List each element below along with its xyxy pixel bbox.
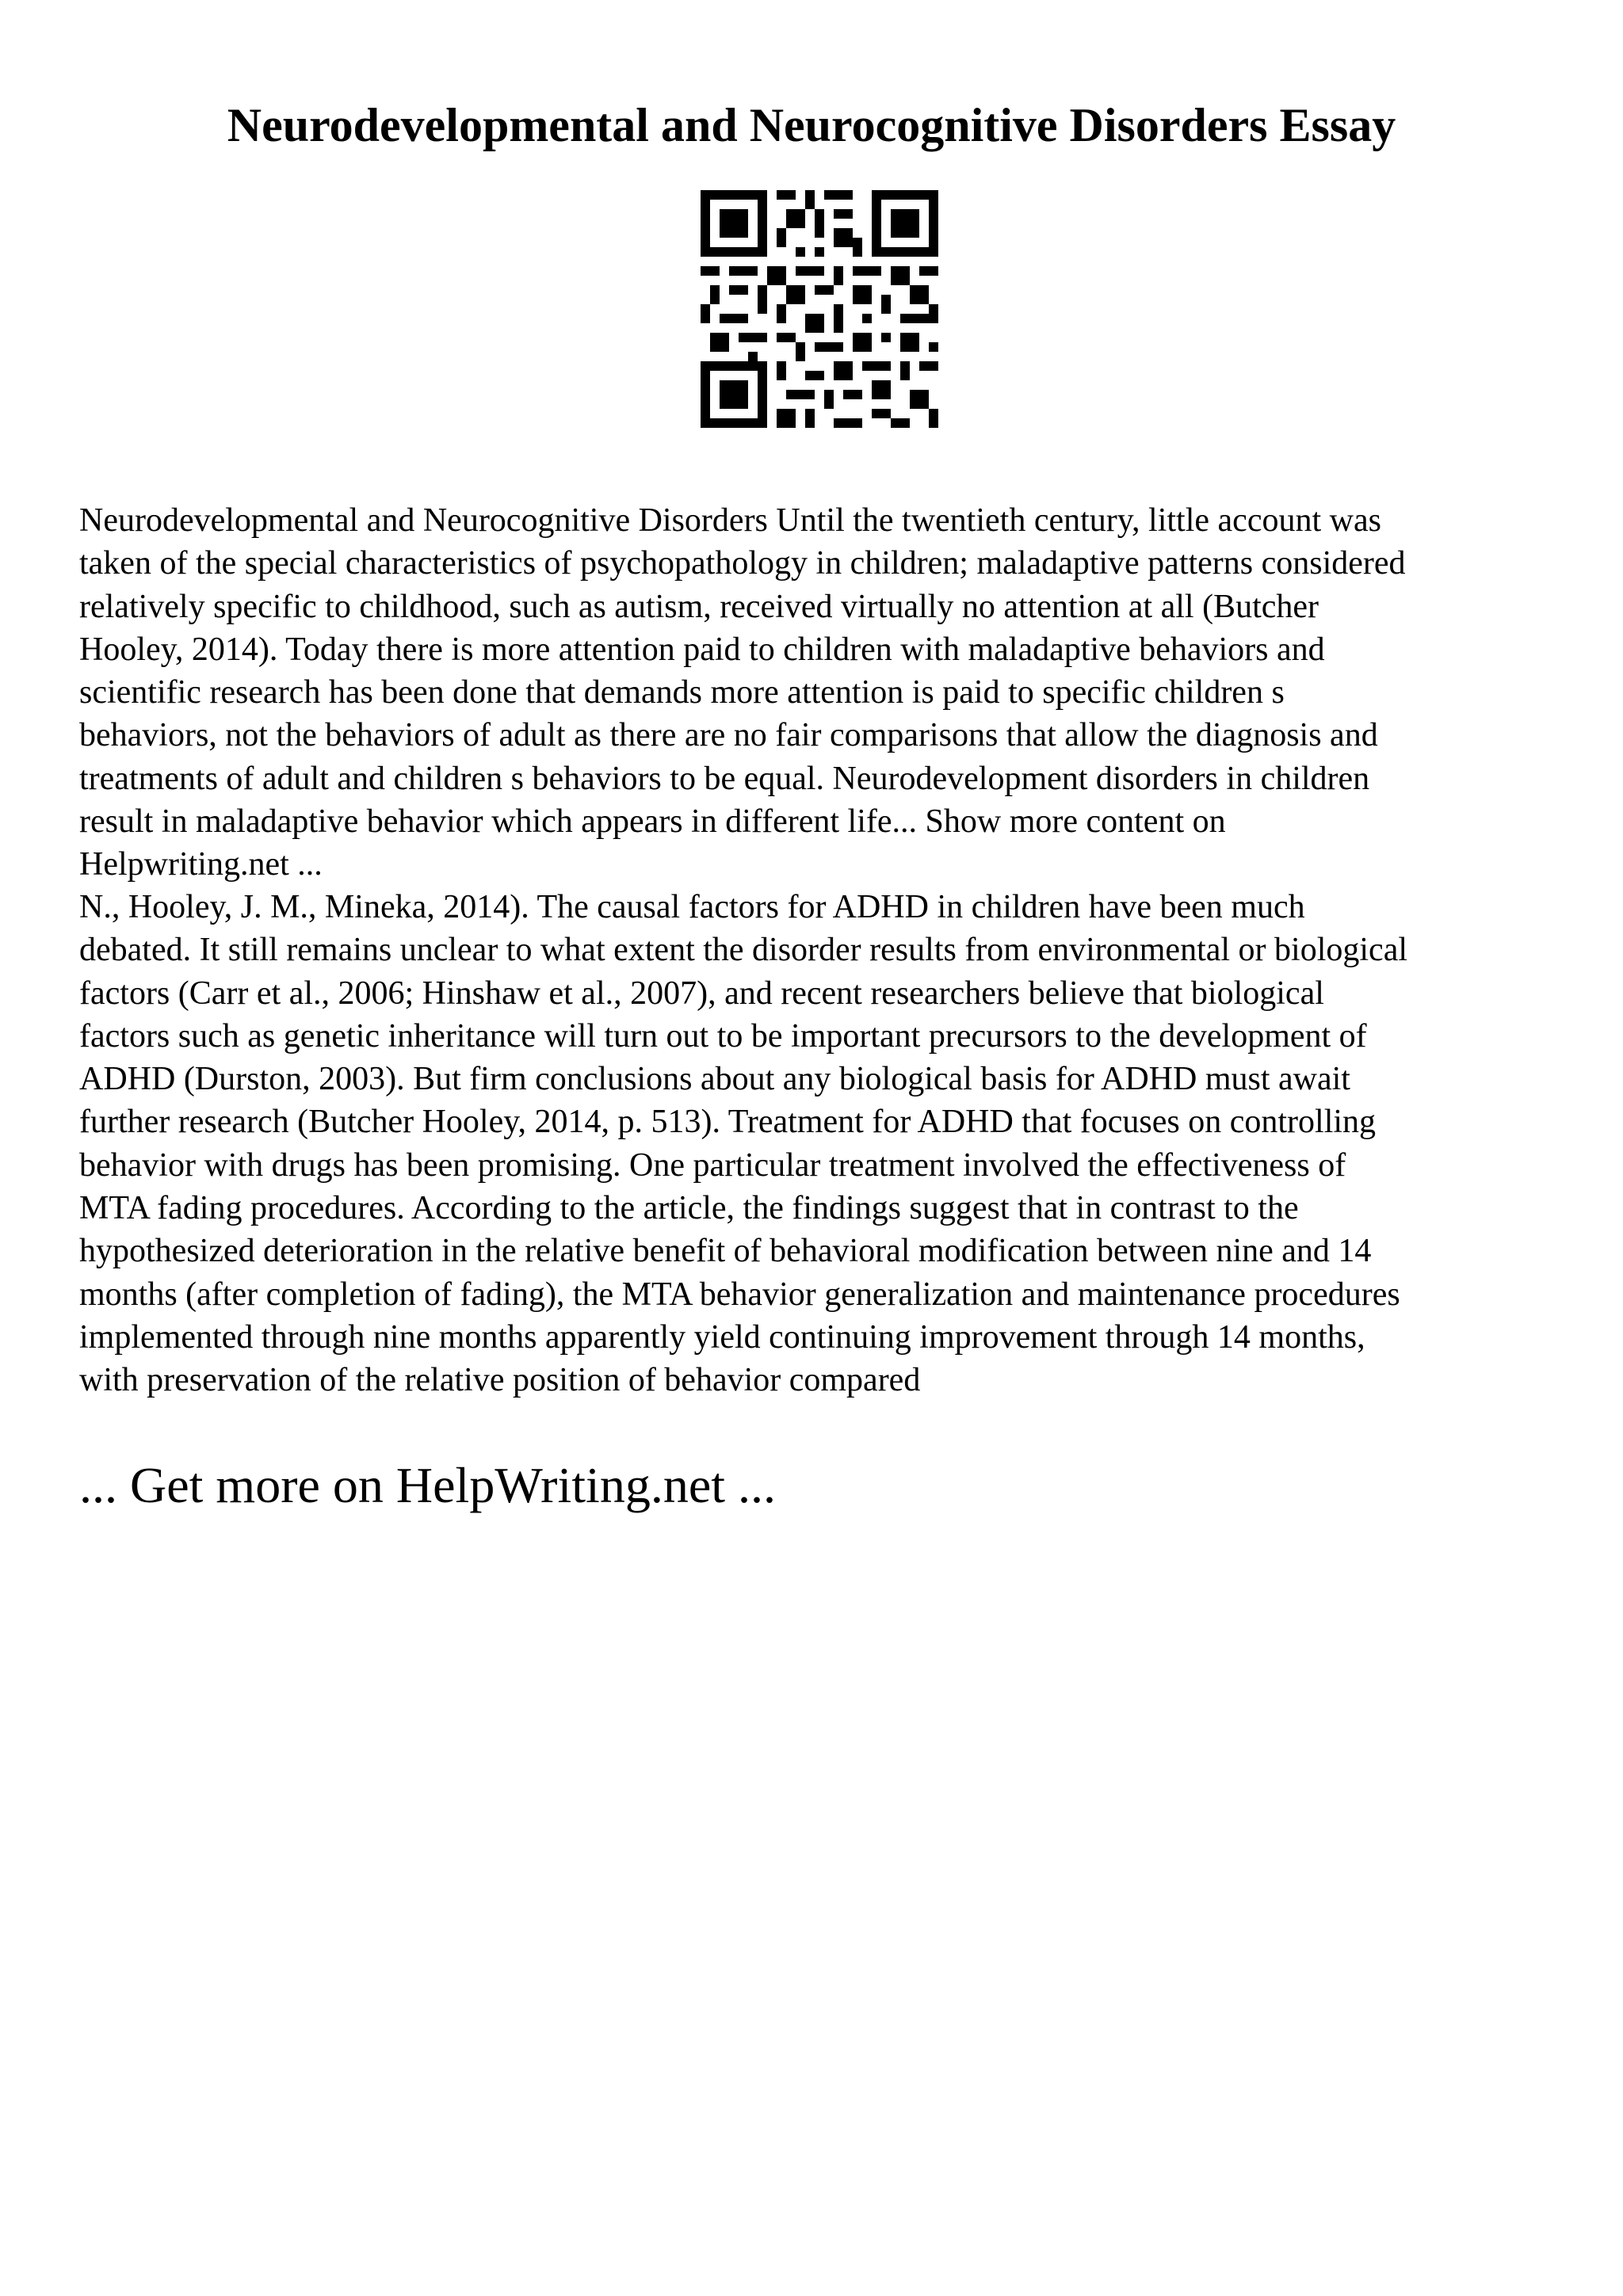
qr-code-icon: [701, 190, 938, 428]
get-more-link[interactable]: ... Get more on HelpWriting.net ...: [79, 1457, 776, 1513]
body-paragraph-1: Neurodevelopmental and Neurocognitive Disorders Until the twentieth century, little account was taken of the special characteristics of psychopathology in children; maladaptive patterns considered relatively specific to childhood, such as autism, received virtually no attention at all (Butcher Hooley, 2014). Today there is more attention paid to children with maladaptive behaviors and scientific research has been done that demands more attention is paid to specific children s behaviors, not the behaviors of adult as there are no fair comparisons that allow the diagnosis and treatments of adult and children s behaviors to be equal. Neurodevelopment disorders in children result in maladaptive behavior which appears in different life... Show more content on Helpwriting.net ...: [79, 502, 1406, 883]
body-paragraph-2: N., Hooley, J. M., Mineka, 2014). The causal factors for ADHD in children have been much debated. It still remains unclear to what extent the disorder results from environmental or biological factors (Carr et al., 2006; Hinshaw et al., 2007), and recent researchers believe that biological factors such as genetic inheritance will turn out to be important precursors to the development of ADHD (Durston, 2003). But firm conclusions about any biological basis for ADHD must await further research (Butcher Hooley, 2014, p. 513). Treatment for ADHD that focuses on controlling behavior with drugs has been promising. One particular treatment involved the effectiveness of MTA fading procedures. According to the article, the findings suggest that in contrast to the hypothesized deterioration in the relative benefit of behavioral modification between nine and 14 months (after completion of fading), the MTA behavior generalization and maintenance procedures implemented through nine months apparently yield continuing improvement through 14 months, with preservation of the relative position of behavior compared: [79, 889, 1408, 1399]
page-title: Neurodevelopmental and Neurocognitive Disorders Essay: [227, 99, 1396, 151]
